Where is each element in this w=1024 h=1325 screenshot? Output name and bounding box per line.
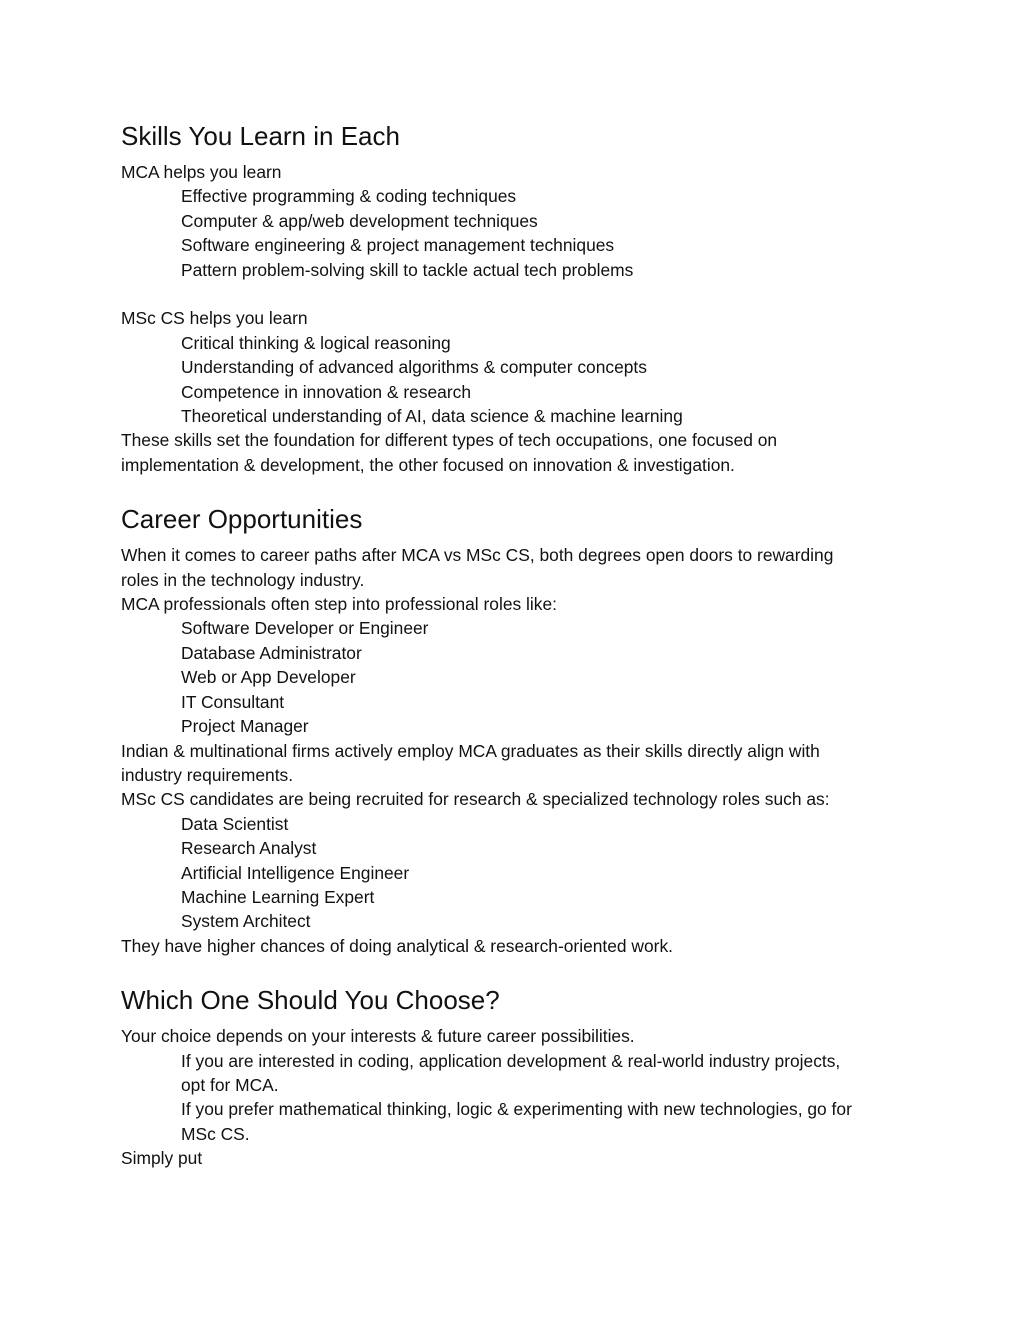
list-item: Effective programming & coding techniques: [181, 186, 517, 207]
spacer: [121, 282, 911, 306]
heading-skills: Skills You Learn in Each: [121, 121, 400, 151]
list-item: Computer & app/web development techniques: [181, 210, 538, 231]
section-careers: [121, 501, 911, 958]
msc-roles-list: [121, 812, 911, 934]
option-msc-line2: MSc CS.: [181, 1123, 250, 1144]
list-item: System Architect: [181, 911, 311, 932]
document-page: [121, 118, 911, 1171]
list-item: Project Manager: [181, 716, 309, 737]
careers-intro-line1: When it comes to career paths after MCA vs MSc CS, both degrees open doors to rewarding: [121, 545, 834, 566]
section-choose: [121, 982, 911, 1170]
list-item: Competence in innovation & research: [181, 381, 472, 402]
list-item: Database Administrator: [181, 642, 362, 663]
mca-skills-list: [121, 184, 911, 282]
list-item: Software Developer or Engineer: [181, 618, 429, 639]
mca-roles-list: [121, 616, 911, 738]
careers-intro-line2: roles in the technology industry.: [121, 569, 365, 590]
msc-note: They have higher chances of doing analytical & research-oriented work.: [121, 935, 673, 956]
choose-closing: Simply put: [121, 1148, 203, 1169]
heading-careers: Career Opportunities: [121, 504, 363, 535]
spacer: [121, 477, 911, 501]
msc-skills-intro: MSc CS helps you learn: [121, 308, 308, 329]
heading-choose: Which One Should You Choose?: [121, 985, 500, 1016]
spacer: [121, 958, 911, 982]
list-item: Machine Learning Expert: [181, 886, 375, 907]
list-item: [121, 1049, 911, 1098]
list-item: Data Scientist: [181, 813, 289, 834]
list-item: Understanding of advanced algorithms & computer concepts: [181, 357, 647, 378]
option-mca-line1: If you are interested in coding, application development & real-world industry projects,: [181, 1050, 841, 1071]
section-skills: [121, 118, 911, 477]
list-item: Artificial Intelligence Engineer: [181, 862, 410, 883]
skills-closing-line2: implementation & development, the other focused on innovation & investigation.: [121, 454, 735, 475]
list-item: Theoretical understanding of AI, data science & machine learning: [181, 406, 683, 427]
mca-note-line2: industry requirements.: [121, 764, 294, 785]
list-item: Software engineering & project management techniques: [181, 235, 615, 256]
msc-roles-intro: MSc CS candidates are being recruited for research & specialized technology roles such as:: [121, 789, 830, 810]
list-item: [121, 1097, 911, 1146]
option-mca-line2: opt for MCA.: [181, 1074, 279, 1095]
list-item: Critical thinking & logical reasoning: [181, 332, 451, 353]
mca-note-line1: Indian & multinational firms actively employ MCA graduates as their skills directly align with: [121, 740, 820, 761]
list-item: Web or App Developer: [181, 667, 356, 688]
skills-closing-line1: These skills set the foundation for different types of tech occupations, one focused on: [121, 430, 778, 451]
mca-roles-intro: MCA professionals often step into professional roles like:: [121, 594, 557, 615]
list-item: Pattern problem-solving skill to tackle actual tech problems: [181, 259, 634, 280]
msc-skills-list: [121, 331, 911, 429]
mca-skills-intro: MCA helps you learn: [121, 162, 282, 182]
option-msc-line1: If you prefer mathematical thinking, logic & experimenting with new technologies, go for: [181, 1099, 852, 1120]
list-item: Research Analyst: [181, 838, 317, 859]
choose-intro: Your choice depends on your interests & future career possibilities.: [121, 1026, 635, 1047]
choose-options-list: [121, 1049, 911, 1147]
list-item: IT Consultant: [181, 691, 285, 712]
